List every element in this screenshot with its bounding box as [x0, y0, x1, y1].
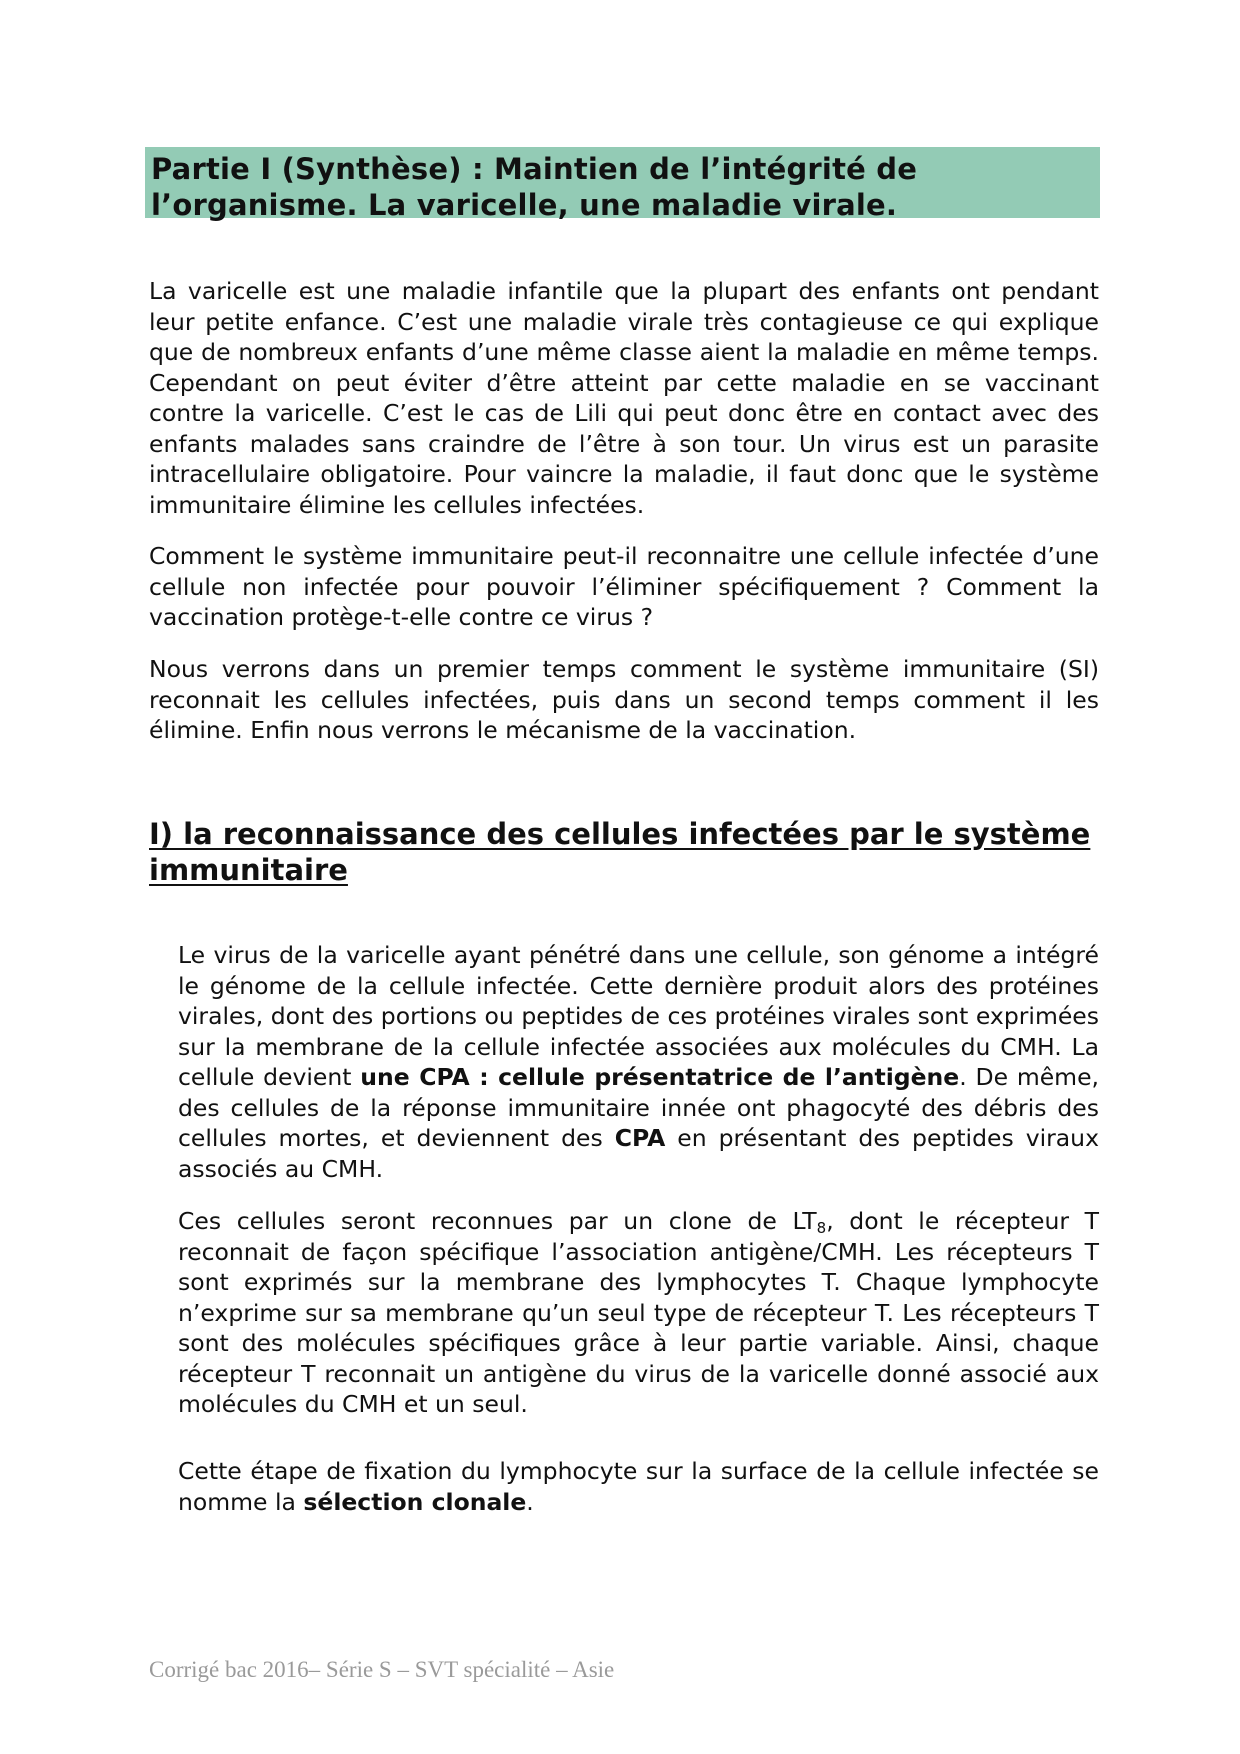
intro-paragraph-2: Comment le système immunitaire peut-il reconnaitre une cellule infectée d’une cellule non infectée pour pouvoir l’éliminer spécifiquement ? Comment la vaccination protège-t-elle contre ce virus ? — [149, 542, 1099, 631]
subscript-8: 8 — [816, 1219, 827, 1237]
part-title-line-2: l’organisme. La varicelle, une maladie virale. — [151, 188, 898, 222]
section-1-title-line-1: I) la reconnaissance des cellules infectées par le système — [149, 817, 1091, 851]
section-1-paragraph-1 — [178, 940, 1099, 1184]
section-1-title-line-2: immunitaire — [149, 853, 348, 887]
bold-term-cpa: CPA — [614, 1124, 666, 1152]
bold-term-selection-clonale: sélection clonale — [303, 1487, 527, 1516]
bold-term-cpa-definition: une CPA : cellule présentatrice de l’antigène — [360, 1063, 960, 1091]
part-title-banner — [145, 147, 1100, 222]
text-run: . — [526, 1487, 534, 1516]
text-run: . De même, des cellules de la réponse immunitaire innée ont phagocyté des débris des cellules mortes, et deviennent des — [178, 1063, 1099, 1152]
section-1-title — [149, 816, 1099, 888]
text-run: Le virus de la varicelle ayant pénétré dans une cellule, son génome a intégré le génome de la cellule infectée. Cette dernière produit alors des protéines virales, dont des portions ou peptides de ces protéines virales sont exprimées sur la membrane de la cellule infectée associées aux molécules du CMH. La cellule devient — [178, 941, 1099, 1091]
text-run: Ces cellules seront reconnues par un clone de LT — [178, 1207, 817, 1235]
part-title-line-1: Partie I (Synthèse) : Maintien de l’intégrité de — [151, 152, 918, 186]
text-run: en présentant des peptides viraux associés au CMH. — [178, 1124, 1099, 1183]
intro-paragraph-1: La varicelle est une maladie infantile que la plupart des enfants ont pendant leur petite enfance. C’est une maladie virale très contagieuse ce qui explique que de nombreux enfants d’une même classe aient la maladie en même temps. Cependant on peut éviter d’être atteint par cette maladie en se vaccinant contre la varicelle. C’est le cas de Lili qui peut donc être en contact avec des enfants malades sans craindre de l’être à son tour. Un virus est un parasite intracellulaire obligatoire. Pour vaincre la maladie, il faut donc que le système immunitaire élimine les cellules infectées. — [149, 277, 1099, 519]
page-footer: Corrigé bac 2016– Série S – SVT spécialité – Asie — [149, 1657, 615, 1682]
text-run: Cette étape de fixation du lymphocyte sur la surface de la cellule infectée se nomme la — [178, 1457, 1099, 1516]
text-run: , dont le récepteur T reconnait de façon spécifique l’association antigène/CMH. Les récepteurs T sont exprimés sur la membrane des lymphocytes T. Chaque lymphocyte n’exprime sur sa membrane qu’un seul type de récepteur T. Les récepteurs T sont des molécules spécifiques grâce à leur partie variable. Ainsi, chaque récepteur T reconnait un antigène du virus de la varicelle donné associé aux molécules du CMH et un seul. — [178, 1207, 1099, 1418]
section-1-paragraph-2 — [178, 1206, 1099, 1420]
intro-paragraph-3: Nous verrons dans un premier temps comment le système immunitaire (SI) reconnait les cellules infectées, puis dans un second temps comment il les élimine. Enfin nous verrons le mécanisme de la vaccination. — [149, 655, 1099, 744]
section-1-paragraph-3 — [178, 1456, 1099, 1517]
